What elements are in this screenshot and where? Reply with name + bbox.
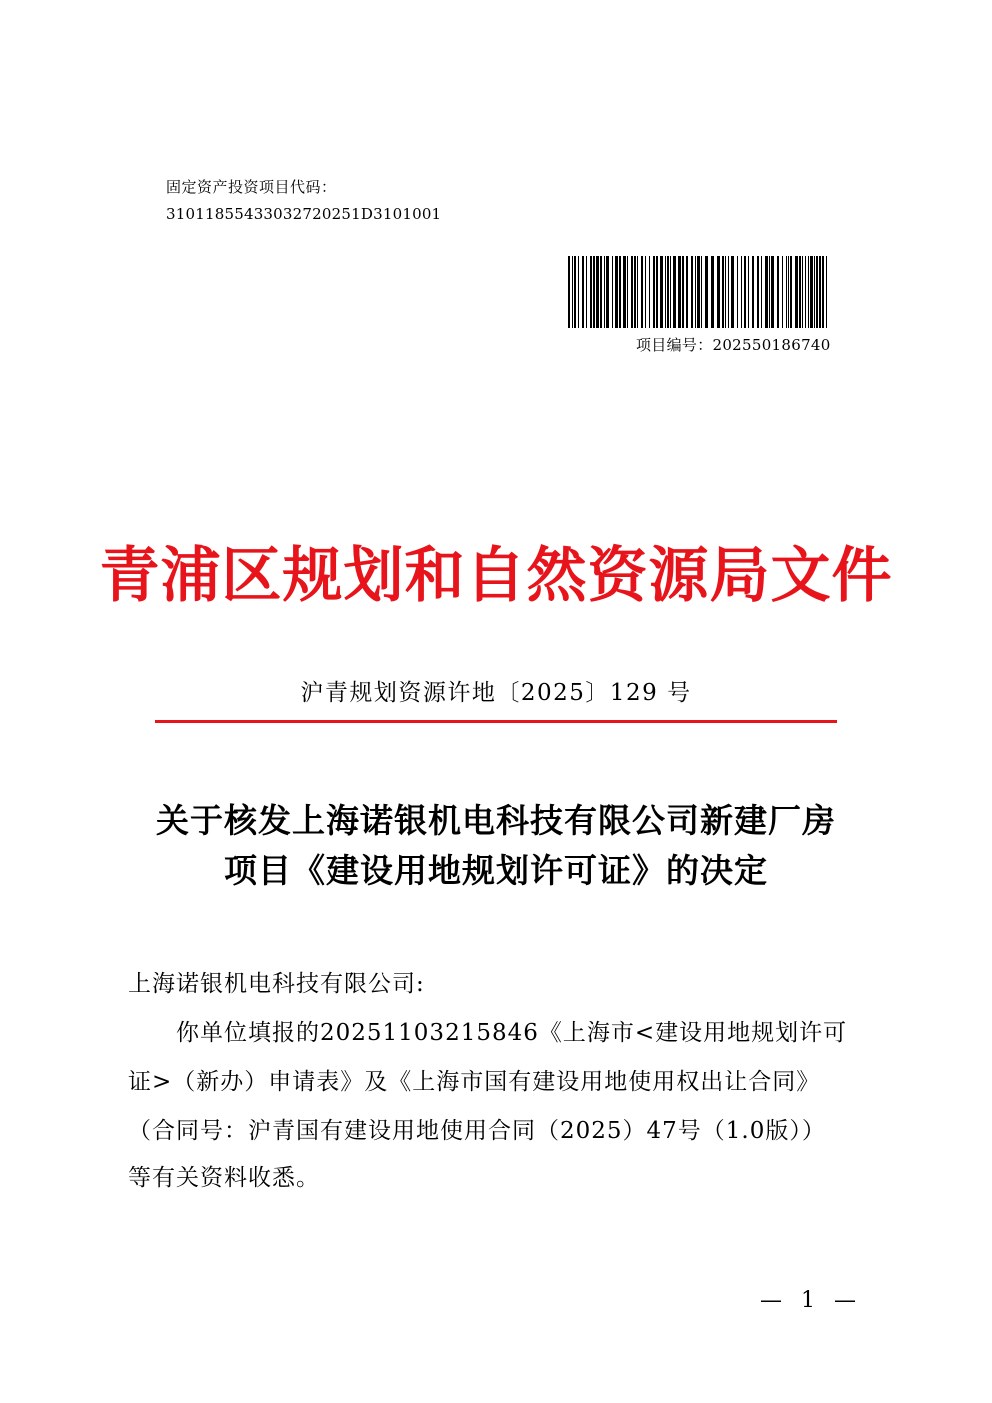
investment-code-value: 3101185543303272025‍1D3101001 bbox=[166, 205, 442, 223]
barcode-bar bbox=[578, 256, 579, 328]
barcode-bar bbox=[705, 256, 708, 328]
barcode-bar bbox=[697, 256, 700, 328]
barcode-bar bbox=[691, 256, 693, 328]
barcode-bar bbox=[653, 256, 655, 328]
barcode-bar bbox=[725, 256, 726, 328]
barcode-bar bbox=[645, 256, 646, 328]
barcode-bar bbox=[637, 256, 638, 328]
barcode-bar bbox=[627, 256, 628, 328]
barcode-bar bbox=[786, 256, 787, 328]
barcode-bar bbox=[660, 256, 663, 328]
barcode-bar bbox=[649, 256, 650, 328]
barcode-bar bbox=[816, 256, 818, 328]
barcode-bar bbox=[771, 256, 774, 328]
body-line-3: （合同号：沪青国有建设用地使用合同（2025）47号（1.0版）） bbox=[128, 1118, 826, 1144]
barcode-bar bbox=[593, 256, 595, 328]
barcode-bar bbox=[574, 256, 576, 328]
red-divider bbox=[155, 720, 837, 723]
barcode-bar bbox=[814, 256, 815, 328]
barcode-bar bbox=[765, 256, 768, 328]
barcode-bar bbox=[695, 256, 696, 328]
barcode-bar bbox=[631, 256, 633, 328]
barcode-bar bbox=[667, 256, 669, 328]
barcode-bar bbox=[722, 256, 724, 328]
barcode-bar bbox=[582, 256, 584, 328]
barcode-bar bbox=[590, 256, 592, 328]
barcode-bar bbox=[673, 256, 676, 328]
barcode-bar bbox=[612, 256, 613, 328]
document-number: 沪青规划资源许地〔2025〕129 号 bbox=[300, 680, 692, 706]
barcode-bar bbox=[805, 256, 806, 328]
barcode-bar bbox=[757, 256, 759, 328]
barcode-bar bbox=[623, 256, 626, 328]
body-line-1: 你单位填报的20251103215846《上海市<建设用地规划许可 bbox=[176, 1020, 848, 1046]
barcode-bar bbox=[752, 256, 754, 328]
addressee: 上海诺银机电科技有限公司: bbox=[128, 971, 425, 997]
barcode-bar bbox=[678, 256, 681, 328]
barcode-bar bbox=[600, 256, 602, 328]
barcode-bar bbox=[717, 256, 720, 328]
barcode-bar bbox=[819, 256, 821, 328]
barcode-bar bbox=[701, 256, 702, 328]
barcode-bar bbox=[665, 256, 666, 328]
investment-code-label: 固定资产投资项目代码： bbox=[166, 178, 337, 196]
barcode-bar bbox=[682, 256, 684, 328]
barcode-bar bbox=[711, 256, 714, 328]
barcode-bar bbox=[641, 256, 643, 328]
barcode bbox=[568, 256, 828, 328]
barcode-bar bbox=[761, 256, 762, 328]
barcode-bar bbox=[810, 256, 813, 328]
barcode-bar bbox=[744, 256, 746, 328]
body-line-4: 等有关资料收悉。 bbox=[128, 1165, 320, 1191]
barcode-bar bbox=[634, 256, 636, 328]
barcode-bar bbox=[686, 256, 688, 328]
agency-title: 青浦区规划和自然资源局文件 bbox=[99, 541, 893, 611]
page-number: — 1 — bbox=[760, 1288, 862, 1313]
barcode-bar bbox=[619, 256, 621, 328]
barcode-bar bbox=[670, 256, 671, 328]
barcode-bar bbox=[572, 256, 573, 328]
barcode-bar bbox=[731, 256, 734, 328]
barcode-bar bbox=[769, 256, 770, 328]
barcode-bar bbox=[586, 256, 587, 328]
barcode-bar bbox=[822, 256, 824, 328]
barcode-bar bbox=[788, 256, 789, 328]
barcode-bar bbox=[741, 256, 742, 328]
barcode-bar bbox=[606, 256, 609, 328]
barcode-bar bbox=[782, 256, 783, 328]
body-line-2: 证>（新办）申请表》及《上海市国有建设用地使用权出让合同》 bbox=[128, 1069, 821, 1095]
barcode-bar bbox=[808, 256, 809, 328]
barcode-bar bbox=[802, 256, 803, 328]
document-title-line-2: 项目《建设用地规划许可证》的决定 bbox=[224, 851, 768, 890]
barcode-bar bbox=[656, 256, 658, 328]
barcode-bar bbox=[799, 256, 801, 328]
barcode-bar bbox=[604, 256, 605, 328]
barcode-bar bbox=[790, 256, 792, 328]
barcode-bar bbox=[737, 256, 738, 328]
barcode-bar bbox=[596, 256, 599, 328]
barcode-bar bbox=[795, 256, 798, 328]
project-number: 项目编号：202550186740 bbox=[636, 336, 831, 354]
barcode-bar bbox=[826, 256, 827, 328]
barcode-bar bbox=[615, 256, 618, 328]
barcode-bar bbox=[568, 256, 570, 328]
document-title-line-1: 关于核发上海诺银机电科技有限公司新建厂房 bbox=[156, 801, 836, 840]
barcode-bar bbox=[728, 256, 729, 328]
barcode-bar bbox=[777, 256, 779, 328]
barcode-bar bbox=[748, 256, 749, 328]
